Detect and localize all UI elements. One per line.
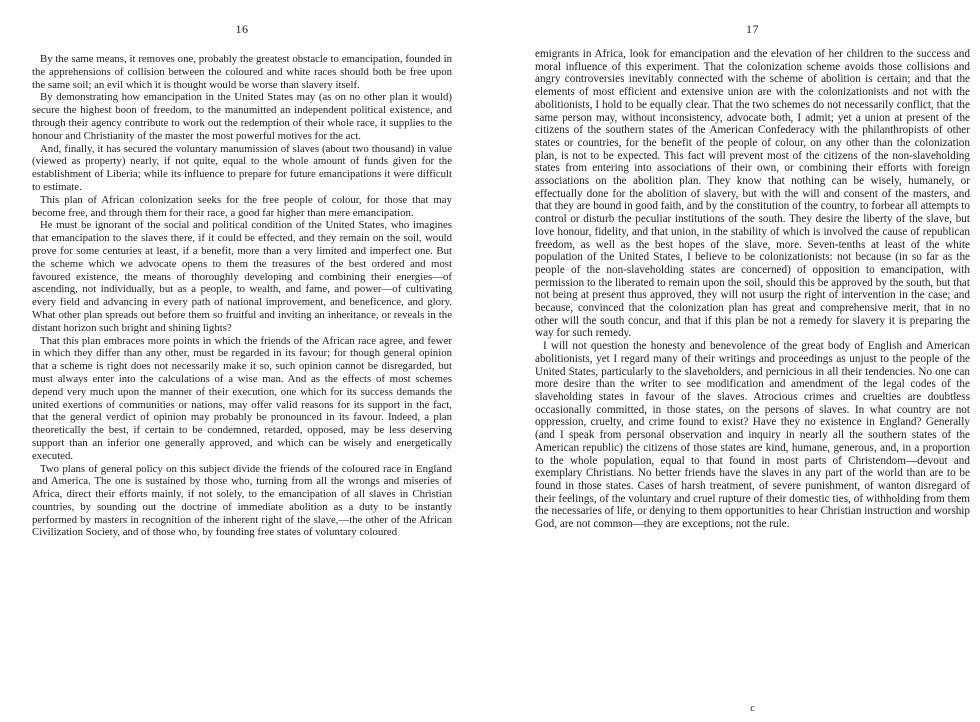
page-number-left: 16	[235, 22, 249, 36]
paragraph: By the same means, it removes one, probably the greatest obstacle to emancipation, founded in the apprehensions of collision between the coloured and white races should both be free upon the same soil; an evil which it is thought would be worse than slavery itself.	[32, 53, 452, 91]
paragraph: emigrants in Africa, look for emancipation and the elevation of her children to the success and moral influence of this experiment. That the colonization scheme avoids those collisions and angry controversies inevitably connected with the scheme of abolition is certain; and that the elements of most efficient and extensive union are with the colonizationists and not with the abolitionists, I hold to be equally clear. That the two schemes do not necessarily conflict, that the same person may, without inconsistency, advocate both, I admit; yet a union at present of the citizens of the southern states of the American Confederacy with the philanthropists of other states or countries, for the benefit of the people of colour, on any other than the colonization plan, is not to be expected. This fact will prevent most of the citizens of the non-slaveholding states from entering into associations of their own, or combining their efforts with foreign associations on the abolition plan. They know that nothing can be wisely, humanely, or effectually done for the abolition of slavery, but with the will and consent of the masters, and that they are bound in good faith, and by the constitution of the country, to forbear all attempts to control or disturb the peculiar institutions of the south. They desire the liberty of the slave, but love honour, fidelity, and that union, in the stability of which is involved the cause of republican freedom, as well as the best hopes of the slave, more. Seven-tenths at least of the white population of the United States, I believe to be colonizationists: not because (in so far as the people of the non-slaveholding states are concerned) of opposition to emancipation, with permission to the liberated to remain upon the soil, should this be approved by the south, but that not being at present thus approved, they will not usurp the right of intervention in the case; and because, convinced that the colonization plan has great and comprehensive merit, that in no other will the south concur, and that if this plan be not a remedy for slavery it is preparing the way for such remedy.	[535, 48, 970, 340]
left-page-text	[32, 53, 452, 539]
page-number-right: 17	[746, 22, 759, 36]
paragraph: Two plans of general policy on this subject divide the friends of the coloured race in England and America. The one is sustained by those who, turning from all the wrongs and miseries of Africa, direct their efforts mainly, if not solely, to the emancipation of all slaves in Christian countries, by sounding out the doctrine of immediate abolition as a duty to be instantly performed by masters in recognition of the inherent right of the slave,—the other of the African Civilization Society, and of those who, by founding free states of voluntary coloured	[32, 462, 452, 539]
right-page-text	[535, 48, 970, 531]
left-page	[32, 0, 452, 722]
paragraph: By demonstrating how emancipation in the United States may (as on no other plan it would) secure the highest boon of freedom, to the manumitted an independent political existence, and through their agency contribute to work out the redemption of their whole race, it supplies to the honour and Christianity of the master the most powerful motives for the act.	[32, 91, 452, 142]
paragraph: And, finally, it has secured the voluntary manumission of slaves (about two thousand) in value (viewed as property) nearly, if not quite, equal to the whole amount of funds given for the establishment of Liberia; while its influence to prepare for future emancipations it were difficult to estimate.	[32, 142, 452, 193]
paragraph: That this plan embraces more points in which the friends of the African race agree, and fewer in which they differ than any other, must be regarded in its favour; for though general opinion that a scheme is right does not necessarily make it so, such opinion cannot be disregarded, but must always enter into the calculations of a wise man. And as the effects of most schemes depend very much upon the manner of their execution, one which for its success demands the united exertions of communities or nations, may offer valid reasons for its support in the fact, that the general verdict of opinion may probably be pronounced in its favour. Indeed, a plan theoretically the best, if certain to be condemned, retarded, opposed, may be less deserving support than an inferior one generally approved, and which can be wisely and energetically executed.	[32, 334, 452, 462]
right-page	[535, 0, 970, 722]
paragraph: I will not question the honesty and benevolence of the great body of English and American abolitionists, yet I regard many of their writings and proceedings as unjust to the people of the United States, particularly to the slaveholders, and pernicious in all their tendencies. No one can more desire than the writer to see modification and amendment of the legal codes of the slaveholding states in favour of the slaves. Atrocious crimes and cruelties are doubtless occasionally committed, in those states, on the persons of slaves. In what country are not oppression, cruelty, and crime found to exist? Have they no existence in England? Generally (and I speak from personal observation and inquiry in nearly all the southern states of the American republic) the citizens of those states are kind, humane, generous, and, in a proportion to the whole population, equal to that found in most parts of Christendom—devout and exemplary Christians. No better friends have the slaves in any part of the world than are to be found in those states. Cases of harsh treatment, of severe punishment, of wanton disregard of their feelings, of the voluntary and cruel rupture of their domestic ties, of withholding from them the necessaries of life, or denying to them opportunities to hear Christian instruction and worship God, are not common—they are exceptions, not the rule.	[535, 340, 970, 531]
paragraph: He must be ignorant of the social and political condition of the United States, who imagines that emancipation to the slaves there, if it could be effected, and they remain on the soil, would prove for some centuries at least, if a benefit, more than a very limited and imperfect one. But the scheme which we advocate opens to them the treasures of the best ordered and most favoured existence, the means of thoroughly developing and combining their energies—of ascending, not individually, but as a people, to wealth, and fame, and power—of cultivating every field and advancing in every path of national improvement, and beneficence, and glory. What other plan spreads out before them so fruitful and inviting an inheritance, or reveals in the distant horizon such bright and shining lights?	[32, 219, 452, 334]
paragraph: This plan of African colonization seeks for the free people of colour, for those that may become free, and through them for their race, a good far higher than mere emancipation.	[32, 193, 452, 219]
signature-mark: c	[750, 703, 755, 714]
